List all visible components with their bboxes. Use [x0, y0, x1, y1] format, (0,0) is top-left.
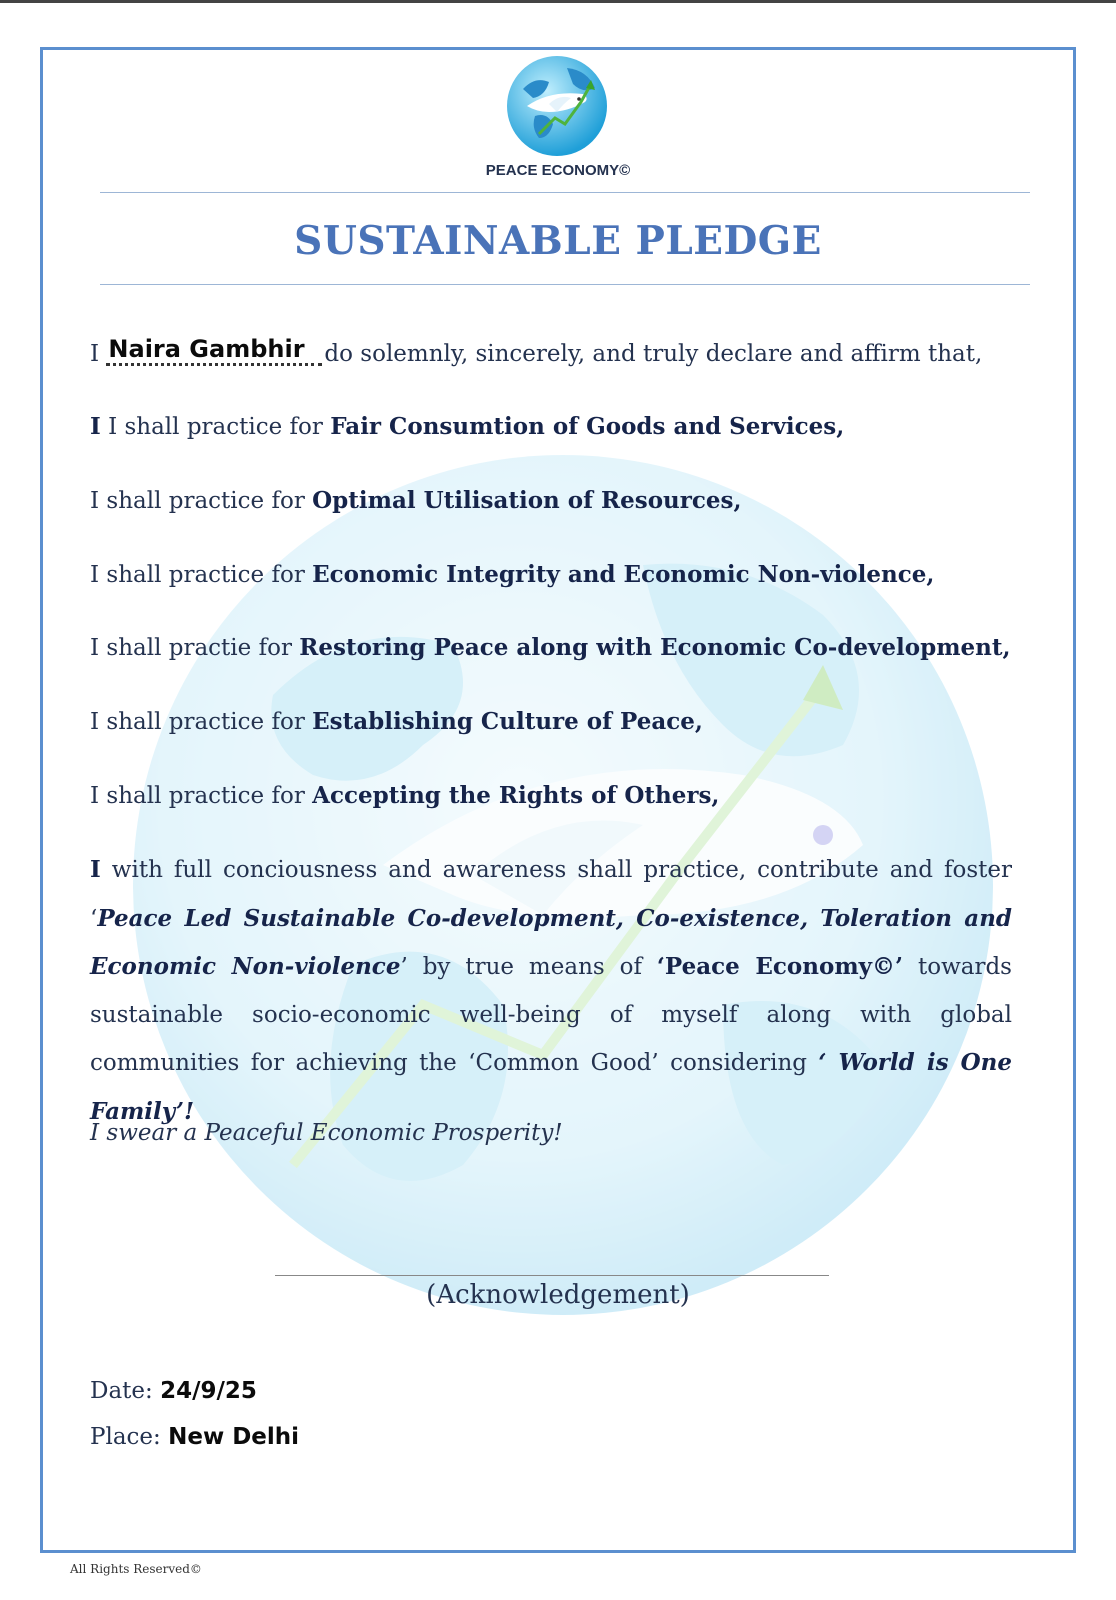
paragraph-emphasis-1: Peace Led Sustainable Co-development, Co-existence, Toleration and Economic Non-violence: [90, 904, 1012, 980]
paragraph-emphasis-2: ‘Peace Economy©’: [656, 953, 904, 980]
pledge-line: [90, 487, 742, 514]
date-label: Date:: [90, 1378, 153, 1404]
pledge-lead: I shall practice for: [90, 562, 305, 588]
date-row: [90, 1378, 257, 1404]
pledge-item: Restoring Peace along with Economic Co-development,: [299, 634, 1011, 661]
pledge-lead: I shall practice for: [90, 783, 305, 809]
document-title: SUSTAINABLE PLEDGE: [294, 218, 822, 264]
place-row: [90, 1424, 299, 1450]
paragraph-text-2: ’ by true means of: [400, 954, 657, 980]
pledge-lead: I shall practice for: [90, 488, 305, 514]
pledge-item: Optimal Utilisation of Resources,: [312, 487, 742, 514]
commitment-paragraph: [90, 846, 1012, 1136]
pledge-line: I I shall practice for Fair Consumtion of Goods and Services,: [90, 413, 845, 440]
pledge-lead: I shall practice for: [108, 414, 323, 440]
peace-economy-logo: [505, 54, 609, 158]
place-label: Place:: [90, 1424, 161, 1450]
paragraph-emphasis-3: ‘ World is One Family’!: [90, 1049, 1012, 1125]
pledge-lead: I shall practie for: [90, 635, 292, 661]
paragraph-i: I: [90, 856, 101, 883]
declarant-name: Naira Gambhir: [106, 336, 322, 366]
header-rule-top: [100, 192, 1030, 193]
top-edge-line: [0, 0, 1116, 3]
paragraph-text-1: with full conciousness and awareness shall practice, contribute and foster ‘: [90, 857, 1012, 932]
pledge-item: Fair Consumtion of Goods and Services,: [330, 413, 845, 440]
header-rule-bottom: [100, 284, 1030, 285]
certificate-frame: [40, 47, 1076, 1553]
acknowledgement-label: (Acknowledgement): [426, 1280, 690, 1310]
declaration-suffix: do solemnly, sincerely, and truly declare and affirm that,: [324, 341, 983, 367]
declaration-prefix: I: [90, 341, 100, 367]
pledge-lead: I shall practice for: [90, 709, 305, 735]
place-value: New Delhi: [168, 1424, 300, 1450]
declaration-line: [90, 335, 983, 370]
footer-rights: All Rights Reserved©: [70, 1562, 202, 1576]
brand-name: PEACE ECONOMY©: [485, 162, 631, 179]
swear-line: I swear a Peaceful Economic Prosperity!: [90, 1120, 563, 1146]
pledge-line: [90, 708, 703, 735]
paragraph-text-3: towards sustainable socio-economic well-being of myself along with global communities for achieving the ‘Common Good’ considering: [90, 954, 1012, 1076]
pledge-item: Establishing Culture of Peace,: [312, 708, 703, 735]
signature-line: [275, 1275, 829, 1276]
pledge-item: Economic Integrity and Economic Non-violence,: [312, 561, 935, 588]
pledge-item: Accepting the Rights of Others,: [312, 782, 720, 809]
pledge-line: [90, 561, 934, 588]
date-value: 24/9/25: [160, 1378, 257, 1404]
pledge-line: [90, 634, 1011, 661]
pledge-line: [90, 782, 719, 809]
